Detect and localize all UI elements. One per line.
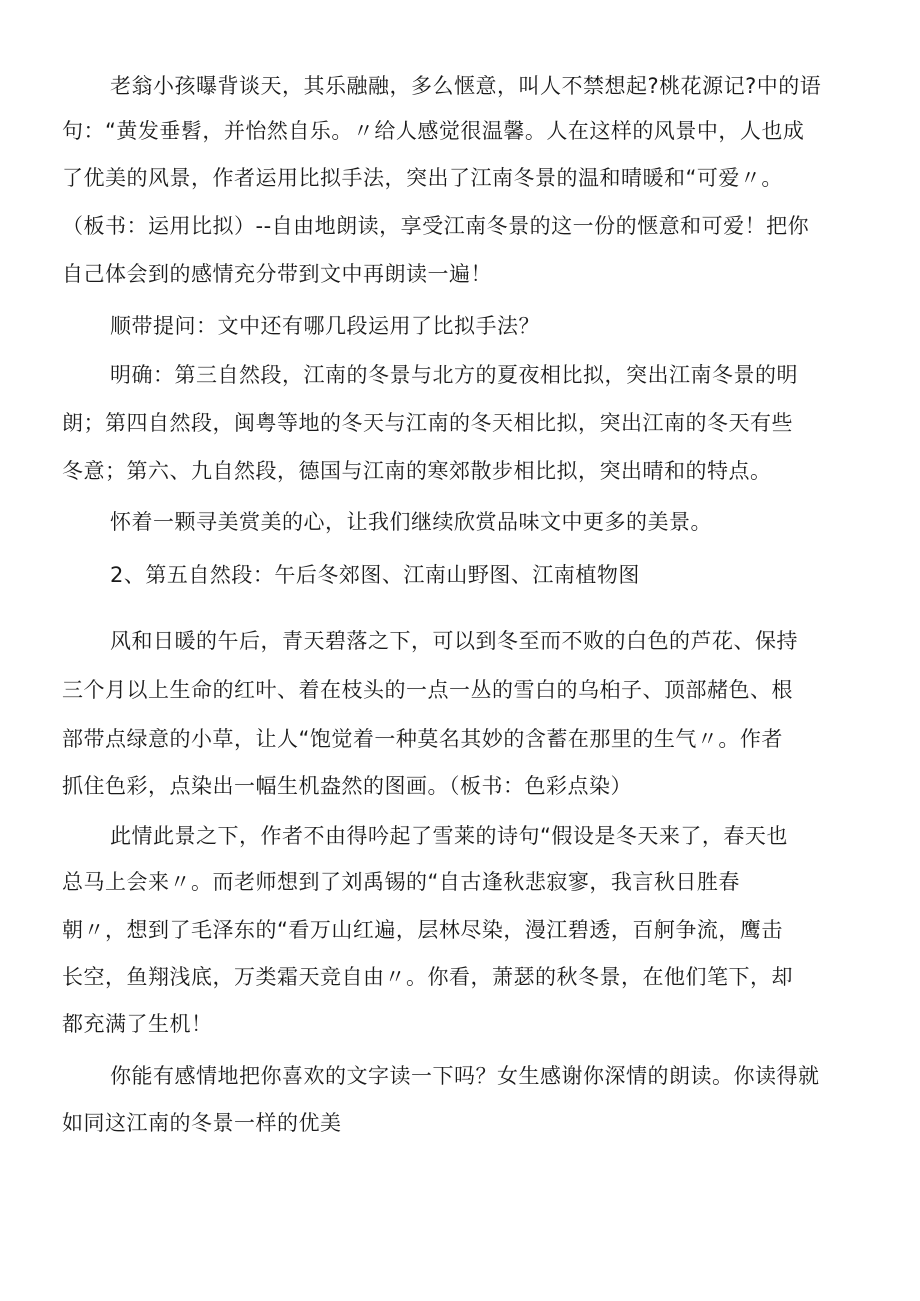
- text-line: 朗；第四自然段，闽粤等地的冬天与江南的冬天相比拟，突出江南的冬天有些: [62, 411, 793, 435]
- text-line: 朝〃，想到了毛泽东的“看万山红遍，层林尽染，漫江碧透，百舸争流，鹰击: [62, 918, 783, 942]
- text-line: 三个月以上生命的红叶、着在枝头的一点一丛的雪白的乌桕子、顶部赭色、根: [62, 678, 793, 702]
- text-line: 怀着一颗寻美赏美的心，让我们继续欣赏品味文中更多的美景。: [110, 510, 712, 534]
- text-line: （板书：运用比拟）--自由地朗读，享受江南冬景的这一份的惬意和可爱！把你: [62, 214, 810, 238]
- text-line: 此情此景之下，作者不由得吟起了雪莱的诗句“假设是冬天来了，春天也: [110, 824, 788, 848]
- text-line: 顺带提问：文中还有哪几段运用了比拟手法？: [110, 314, 540, 338]
- text-line: 冬意；第六、九自然段，德国与江南的寒郊散步相比拟，突出晴和的特点。: [62, 459, 772, 483]
- text-line: 部带点绿意的小草，让人“饱觉着一种莫名其妙的含蓄在那里的生气〃。作者: [62, 727, 783, 751]
- text-line: 抓住色彩，点染出一幅生机盎然的图画。（板书：色彩点染）: [62, 774, 632, 798]
- text-line: 总马上会来〃。而老师想到了刘禹锡的“自古逢秋悲寂寥，我言秋日胜春: [62, 870, 740, 894]
- text-line: 都充满了生机！: [62, 1012, 213, 1036]
- text-line: 自己体会到的感情充分带到文中再朗读一遍！: [62, 262, 492, 286]
- section-heading: 2、第五自然段：午后冬郊图、江南山野图、江南植物图: [110, 563, 640, 587]
- text-line: 长空，鱼翔浅底，万类霜天竞自由〃。你看，萧瑟的秋冬景，在他们笔下，却: [62, 965, 793, 989]
- text-line: 老翁小孩曝背谈天，其乐融融，多么惬意，叫人不禁想起?桃花源记?中的语: [110, 74, 822, 98]
- text-line: 了优美的风景，作者运用比拟手法，突出了江南冬景的温和晴暖和“可爱〃。: [62, 166, 783, 190]
- text-line: 你能有感情地把你喜欢的文字读一下吗？女生感谢你深情的朗读。你读得就: [110, 1064, 820, 1088]
- text-line: 句：“黄发垂髫，并怡然自乐。〃给人感觉很温馨。人在这样的风景中，人也成: [62, 119, 805, 143]
- text-line: 明确：第三自然段，江南的冬景与北方的夏夜相比拟，突出江南冬景的明: [110, 363, 798, 387]
- text-line: 如同这江南的冬景一样的优美: [62, 1111, 342, 1135]
- text-line: 风和日暖的午后，青天碧落之下，可以到冬至而不败的白色的芦花、保持: [110, 629, 798, 653]
